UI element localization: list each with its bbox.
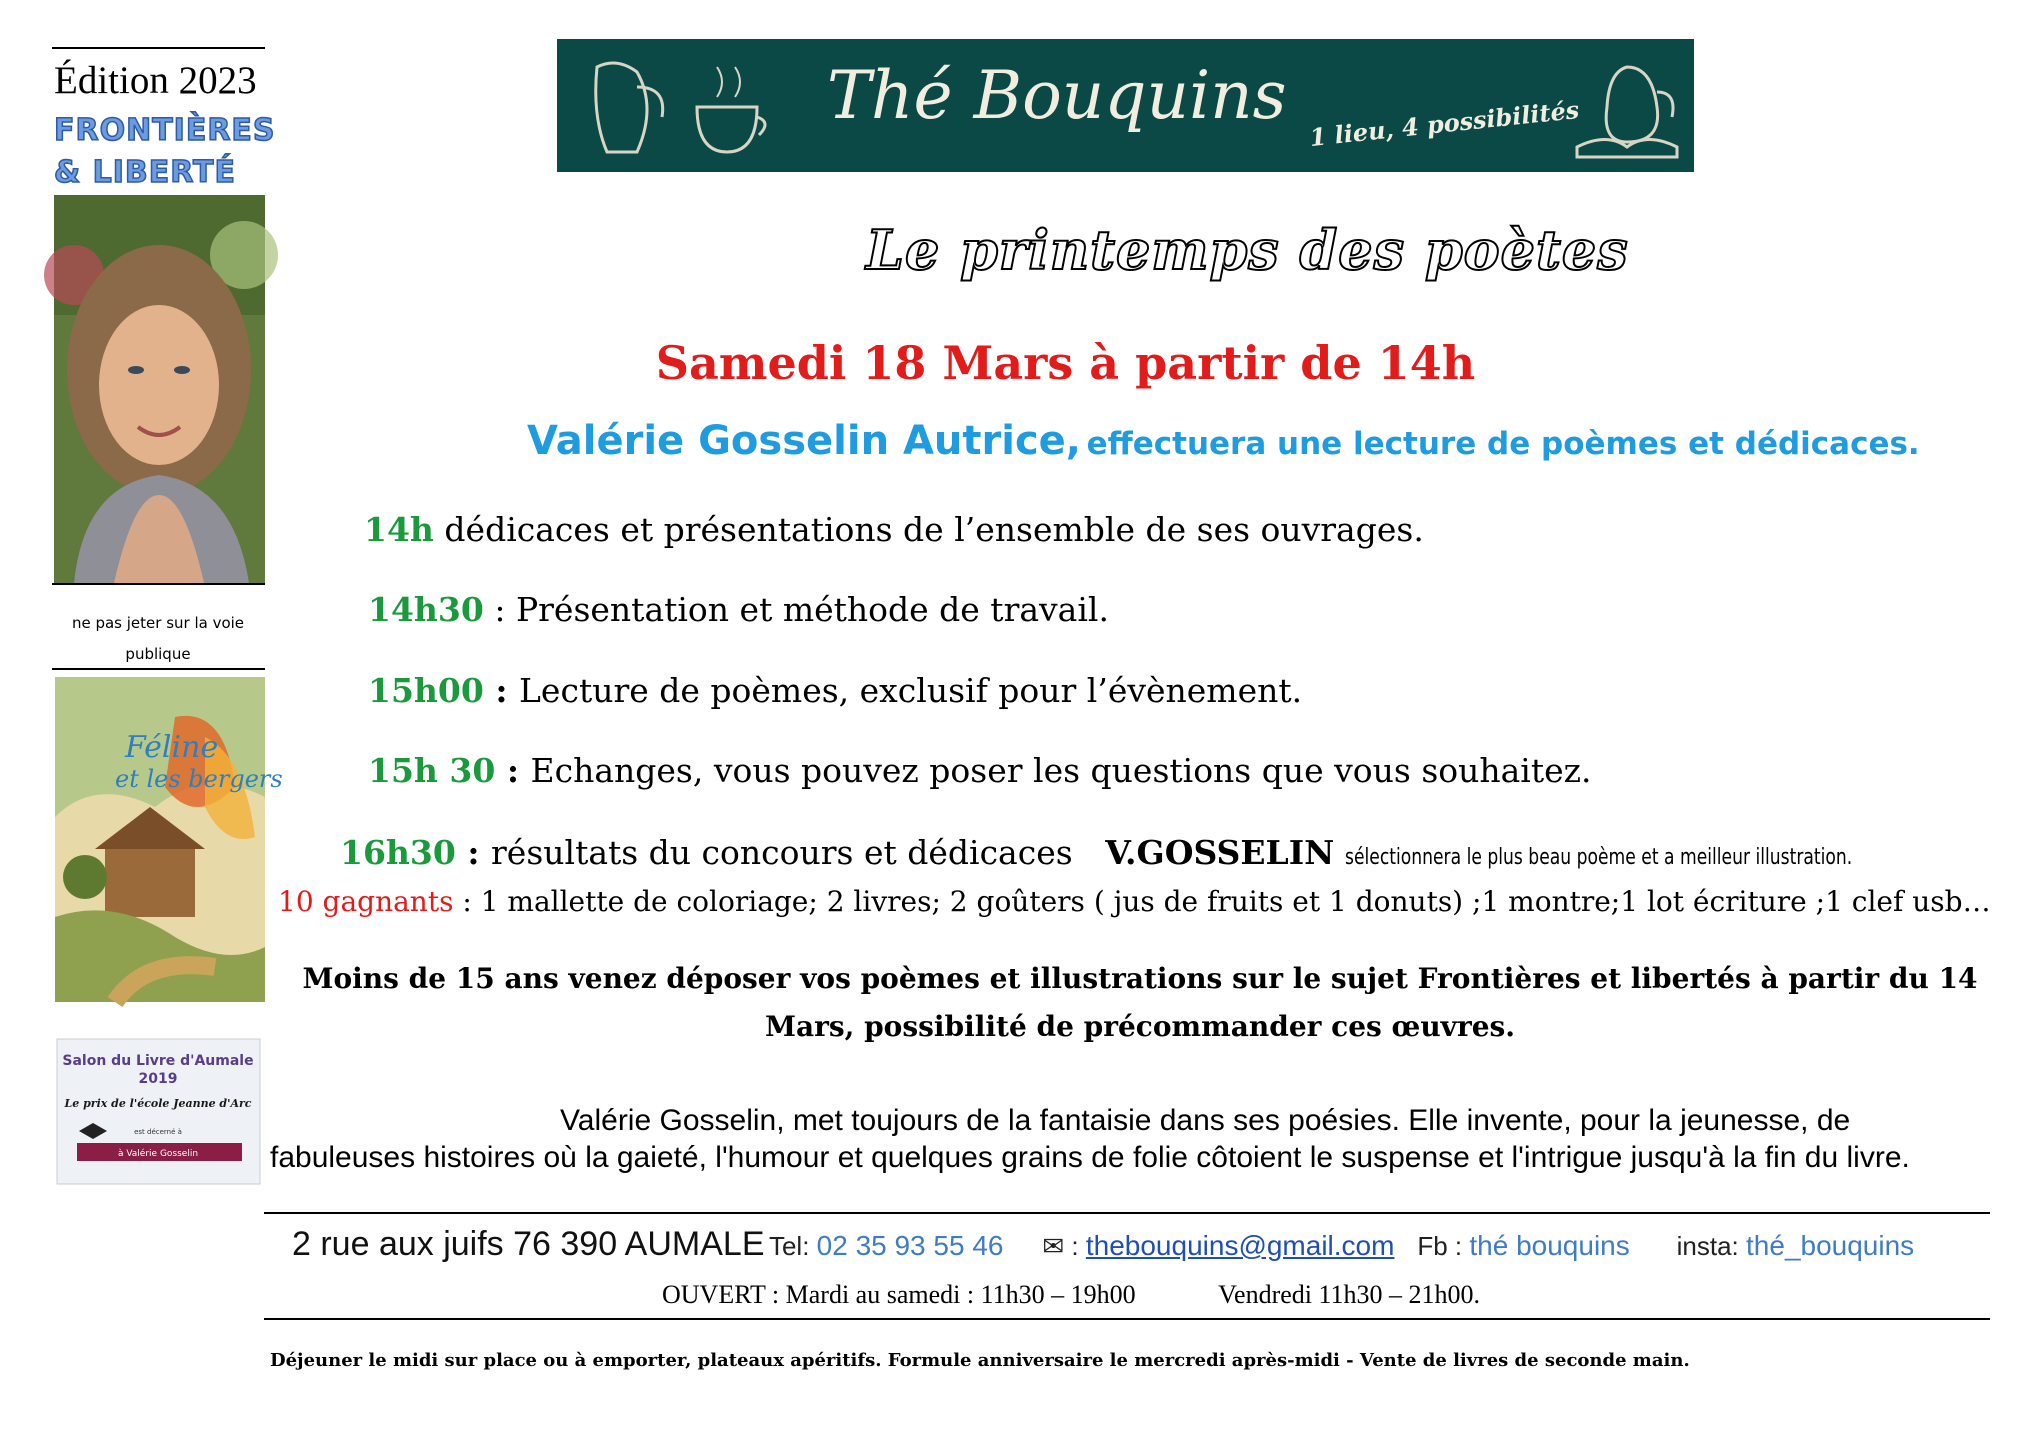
prizes-list: : 1 mallette de coloriage; 2 livres; 2 goûters ( jus de fruits et 1 donuts) ;1 montre;1 lot écriture ;1 clef usb… (453, 885, 1991, 918)
email-link[interactable]: thebouquins@gmail.com (1085, 1230, 1395, 1261)
hours-friday: Vendredi 11h30 – 21h00. (1218, 1280, 1481, 1309)
services-note: Déjeuner le midi sur place ou à emporter, plateaux apéritifs. Formule anniversaire le mercredi après-midi - Vente de livres de seconde main. (270, 1350, 1690, 1371)
top-rule (52, 47, 265, 49)
schedule-sep: : (483, 671, 520, 710)
schedule-time: 15h00 (368, 671, 484, 710)
schedule-text: Présentation et méthode de travail. (515, 590, 1109, 629)
mail-icon: ✉ (1042, 1231, 1065, 1261)
schedule-item (364, 510, 1424, 549)
address: 2 rue aux juifs 76 390 AUMALE (292, 1225, 765, 1263)
portrait-rule (52, 583, 265, 585)
instagram-link[interactable]: thé_bouquins (1746, 1230, 1915, 1261)
schedule-item (368, 590, 1109, 629)
schedule-item (368, 671, 1302, 710)
schedule-time: 14h30 (368, 590, 484, 629)
shop-banner (557, 39, 1694, 172)
schedule-text: résultats du concours et dédicaces (491, 833, 1073, 872)
author-name: Valérie Gosselin Autrice, (527, 418, 1082, 464)
fb-label: Fb : (1417, 1231, 1470, 1261)
shop-name: Thé Bouquins (827, 57, 1287, 134)
event-title: Le printemps des poètes (866, 218, 1629, 282)
schedule-time: 16h30 (340, 833, 456, 872)
schedule-item (340, 833, 1995, 872)
contest-judge: V.GOSSELIN (1105, 833, 1335, 872)
opening-hours (662, 1280, 1480, 1310)
litter-notice: ne pas jeter sur la voie publique (71, 614, 245, 663)
award-presented: est décerné à (134, 1128, 182, 1136)
schedule-time: 14h (364, 510, 434, 549)
contact-line (292, 1225, 1914, 1264)
under15-notice (300, 955, 1980, 1051)
award-prize: Le prix de l'école Jeanne d'Arc (64, 1097, 252, 1110)
award-title: Salon du Livre d'Aumale (62, 1053, 254, 1069)
author-line (527, 418, 1920, 464)
teapot-icon (577, 47, 777, 167)
notice-rule (52, 668, 265, 670)
author-bio: Valérie Gosselin, met toujours de la fantaisie dans ses poésies. Elle invente, pour la jeunesse, de fabuleuses histoires où la gaieté, l'humour et quelques grains de folie côtoient le suspense et l'intrigue jusqu'à la fin du livre. (270, 1104, 1910, 1174)
hours-weekdays: OUVERT : Mardi au samedi : 11h30 – 19h00 (662, 1280, 1136, 1309)
shop-tagline: 1 lieu, 4 possibilités (1308, 94, 1581, 153)
book-cover-image (55, 677, 283, 1002)
award-recipient: à Valérie Gosselin (117, 1149, 199, 1159)
prizes-line (278, 885, 1991, 918)
book-title-2: et les bergers (115, 765, 283, 793)
award-badge-image (57, 1039, 260, 1184)
footer-top-rule (264, 1212, 1990, 1214)
prizes-label: 10 gagnants (278, 885, 454, 918)
book-title-1: Féline (125, 730, 219, 765)
schedule-item (368, 751, 1592, 790)
schedule-text: Lecture de poèmes, exclusif pour l’évènement. (519, 671, 1303, 710)
schedule-sep: : (483, 590, 516, 629)
under15-line-1: Moins de 15 ans venez déposer vos poèmes et illustrations sur le sujet Frontières et libertés à partir du 14 (302, 962, 1978, 995)
under15-line-2: Mars, possibilité de précommander ces œuvres. (764, 1010, 1516, 1043)
theme-line-1: FRONTIÈRES (54, 113, 276, 148)
schedule-text: Echanges, vous pouvez poser les questions que vous souhaitez. (530, 751, 1592, 790)
facebook-link[interactable]: thé bouquins (1469, 1230, 1630, 1261)
edition-label: Édition 2023 (54, 59, 257, 102)
contest-judge-note: sélectionnera le plus beau poème et a meilleur illustration. (1344, 845, 1853, 870)
author-description: effectuera une lecture de poèmes et dédicaces. (1086, 426, 1920, 462)
insta-label: insta: (1676, 1231, 1747, 1261)
schedule-time: 15h 30 (368, 751, 496, 790)
award-year: 2019 (138, 1071, 178, 1087)
footer-bottom-rule (264, 1318, 1990, 1320)
event-date: Samedi 18 Mars à partir de 14h (655, 336, 1476, 390)
email-sep: : (1064, 1231, 1086, 1261)
theme-line-2: & LIBERTÉ (54, 155, 236, 190)
schedule-sep: : (495, 751, 531, 790)
schedule-sep: : (455, 833, 492, 872)
book-teapot-icon (1567, 47, 1687, 167)
phone-link[interactable]: 02 35 93 55 46 (816, 1230, 1004, 1261)
schedule-text: dédicaces et présentations de l’ensemble de ses ouvrages. (433, 510, 1424, 549)
tel-label: Tel: (768, 1231, 817, 1261)
